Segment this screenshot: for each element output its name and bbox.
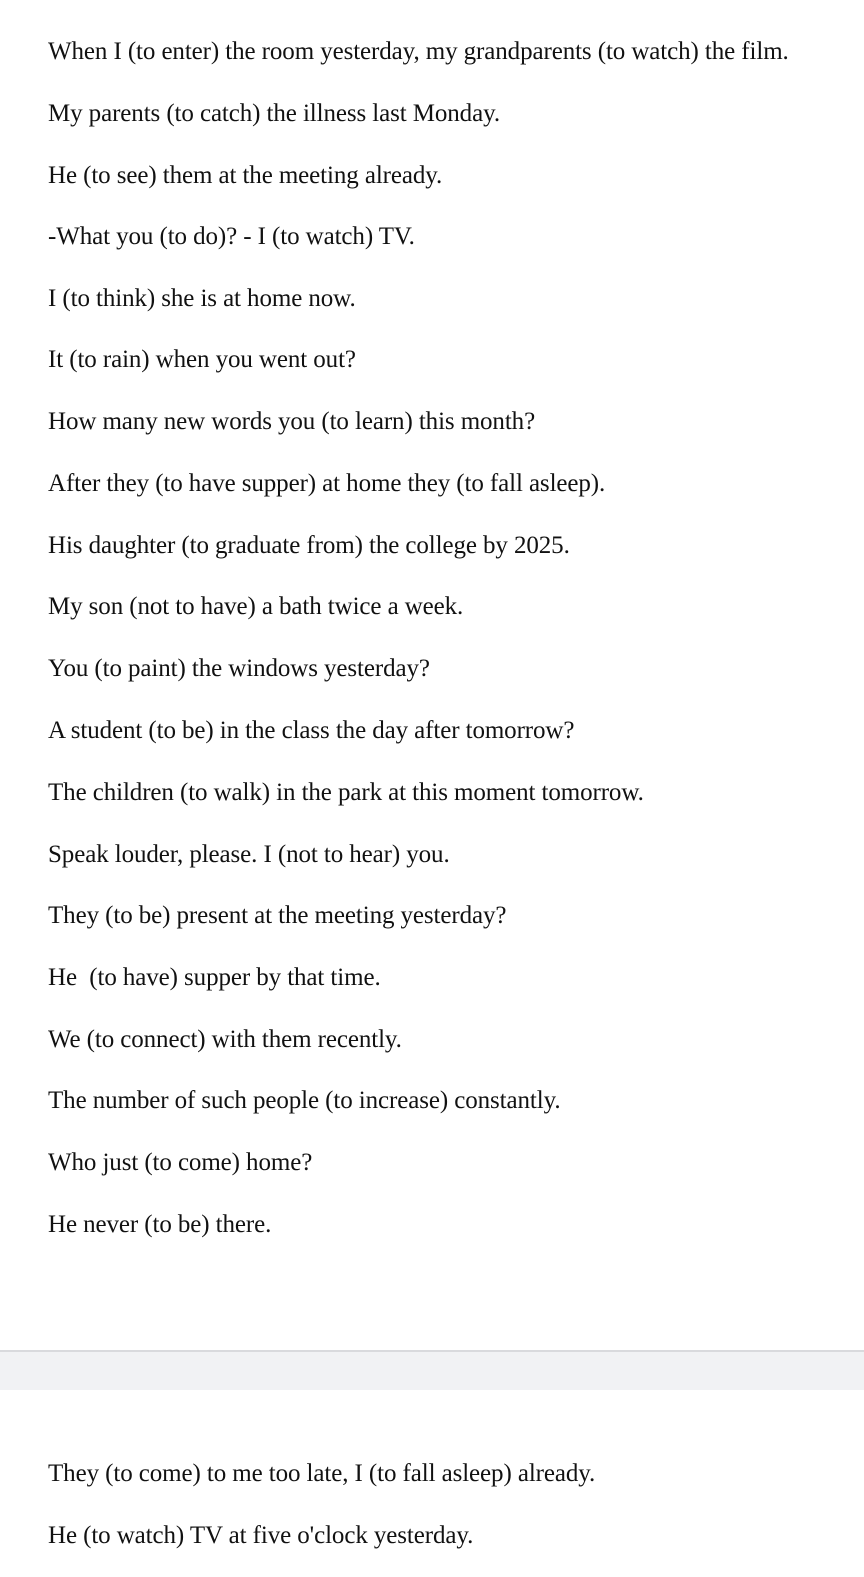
- sentence: He (to have) supper by that time.: [48, 964, 381, 991]
- sentence: His daughter (to graduate from) the college by 2025.: [48, 532, 570, 559]
- sentence: When I (to enter) the room yesterday, my grandparents (to watch) the film.: [48, 38, 789, 65]
- sentence: My parents (to catch) the illness last Monday.: [48, 100, 501, 127]
- sentence: You (to paint) the windows yesterday?: [48, 655, 430, 682]
- sentence: Speak louder, please. I (not to hear) you.: [48, 841, 450, 868]
- sentence: -What you (to do)? - I (to watch) TV.: [48, 223, 415, 250]
- sentence: He never (to be) there.: [48, 1211, 272, 1238]
- sentence: They (to be) present at the meeting yesterday?: [48, 902, 507, 929]
- sentence: How many new words you (to learn) this month?: [48, 408, 536, 435]
- sentence: The children (to walk) in the park at this moment tomorrow.: [48, 779, 644, 806]
- sentence: He (to watch) TV at five o'clock yesterday.: [48, 1522, 474, 1549]
- sentence: Who just (to come) home?: [48, 1149, 313, 1176]
- sentence: The number of such people (to increase) constantly.: [48, 1087, 561, 1114]
- sentence: I (to think) she is at home now.: [48, 285, 356, 312]
- sentence: It (to rain) when you went out?: [48, 346, 356, 373]
- sentence: We (to connect) with them recently.: [48, 1026, 402, 1053]
- sentence: My son (not to have) a bath twice a week.: [48, 593, 464, 620]
- sentence: A student (to be) in the class the day after tomorrow?: [48, 717, 575, 744]
- sentence: They (to come) to me too late, I (to fall asleep) already.: [48, 1460, 596, 1487]
- document-page-2: [0, 1390, 864, 1577]
- sentence: He (to see) them at the meeting already.: [48, 162, 443, 189]
- sentence: After they (to have supper) at home they (to fall asleep).: [48, 470, 606, 497]
- page-separator: [0, 1350, 864, 1390]
